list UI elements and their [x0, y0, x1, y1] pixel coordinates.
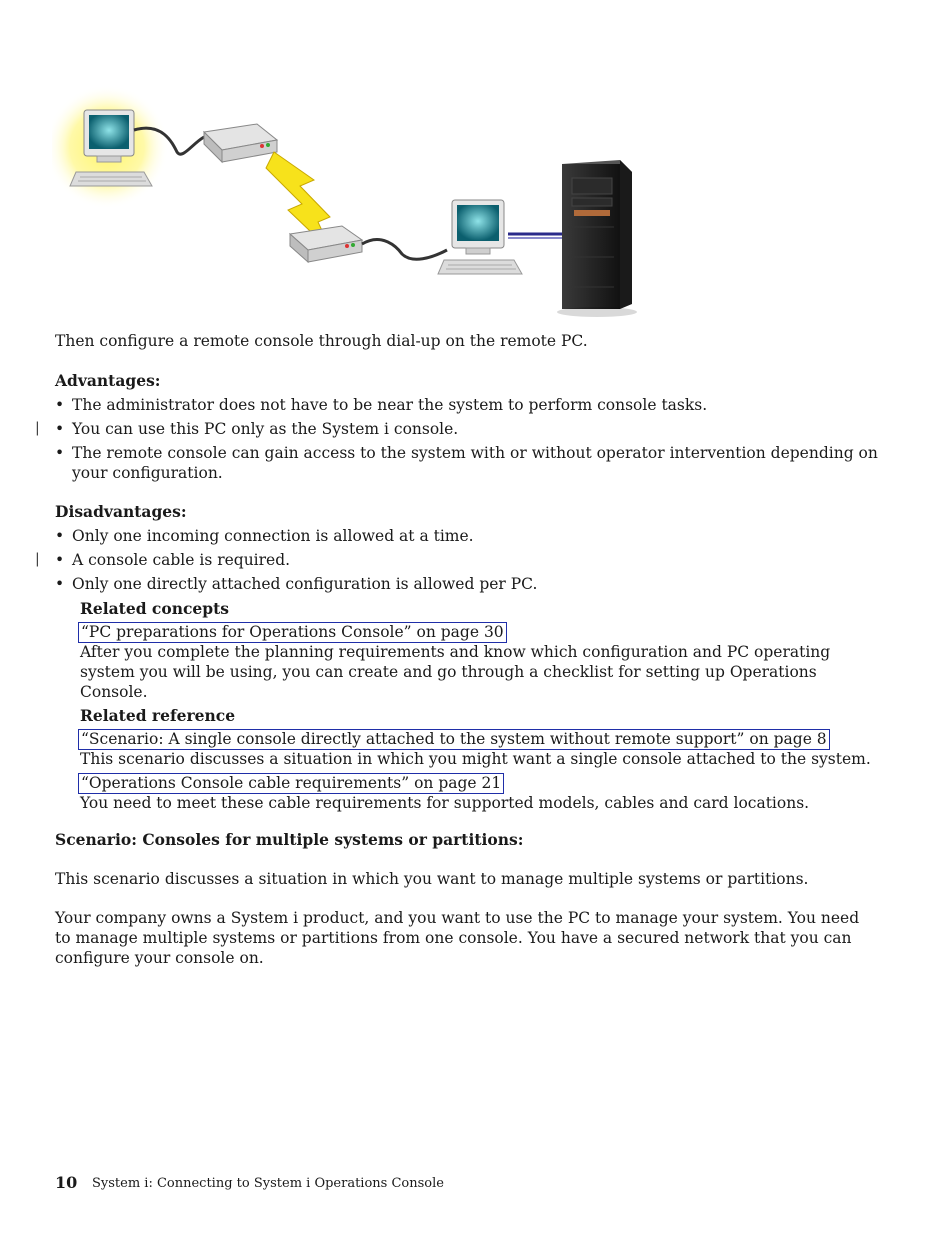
dial-up-connection-illustration [52, 82, 652, 322]
bullet-marker: • [55, 420, 65, 438]
scenario-paragraph: to manage multiple systems or partitions from one console. You have a secured network that you can [55, 929, 852, 947]
list-item-text: You can use this PC only as the System i console. [72, 420, 459, 438]
related-concepts-description: system you will be using, you can create and go through a checklist for setting up Operations [80, 663, 817, 681]
related-reference-description: This scenario discusses a situation in which you might want a single console attached to the system. [80, 750, 871, 768]
modem-icon [204, 124, 277, 162]
intro-paragraph: Then configure a remote console through dial-up on the remote PC. [55, 332, 588, 350]
advantages-heading: Advantages: [55, 371, 161, 390]
list-item-text: A console cable is required. [72, 551, 291, 569]
related-reference-heading: Related reference [80, 706, 236, 725]
list-item-text: Only one directly attached configuration is allowed per PC. [72, 575, 538, 593]
server-icon [557, 160, 637, 317]
related-concepts-description: After you complete the planning requirements and know which configuration and PC operating [80, 643, 831, 661]
bullet-marker: • [55, 396, 65, 414]
change-bar: | [35, 420, 40, 436]
cable-requirements-link[interactable]: “Operations Console cable requirements” on page 21 [78, 773, 504, 794]
single-console-scenario-link[interactable]: “Scenario: A single console directly attached to the system without remote support” on page 8 [78, 729, 830, 750]
list-item-text: The administrator does not have to be near the system to perform console tasks. [72, 396, 708, 414]
related-concepts-heading: Related concepts [80, 599, 229, 618]
bullet-marker: • [55, 444, 65, 462]
bullet-marker: • [55, 575, 65, 593]
change-bar: | [35, 551, 40, 567]
list-item-continuation: your configuration. [72, 464, 223, 482]
cable-icon [362, 239, 447, 259]
scenario-paragraph: This scenario discusses a situation in which you want to manage multiple systems or partitions. [55, 870, 809, 888]
list-item-text: The remote console can gain access to the system with or without operator intervention depending on [72, 444, 878, 462]
bullet-marker: • [55, 527, 65, 545]
scenario-paragraph: Your company owns a System i product, and you want to use the PC to manage your system. You need [55, 909, 860, 927]
scenario-paragraph: configure your console on. [55, 949, 264, 967]
pc-preparations-link[interactable]: “PC preparations for Operations Console” on page 30 [78, 622, 507, 643]
bullet-marker: • [55, 551, 65, 569]
modem-icon [290, 226, 362, 262]
footer-title: System i: Connecting to System i Operations Console [92, 1176, 444, 1191]
related-concepts-description: Console. [80, 683, 148, 701]
page-number: 10 [55, 1173, 78, 1192]
related-reference-description: You need to meet these cable requirements for supported models, cables and card locations. [80, 794, 810, 812]
list-item-text: Only one incoming connection is allowed at a time. [72, 527, 474, 545]
scenario-heading: Scenario: Consoles for multiple systems or partitions: [55, 830, 524, 849]
disadvantages-heading: Disadvantages: [55, 502, 187, 521]
